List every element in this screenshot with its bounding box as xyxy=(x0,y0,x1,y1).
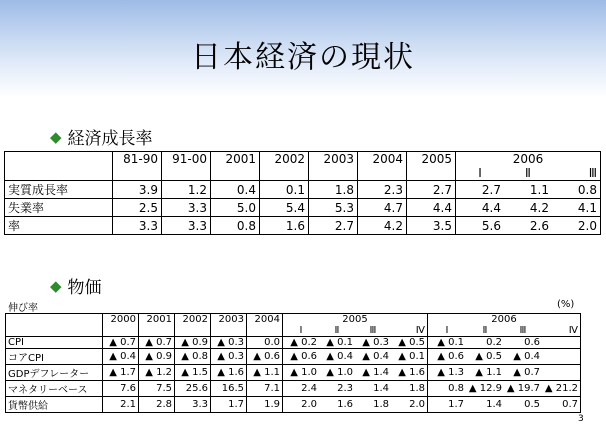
quarter-header: Ⅰ xyxy=(283,325,320,337)
table-cell: ▲ 0.4 xyxy=(103,349,139,365)
table-cell: ▲ 0.9 xyxy=(139,349,175,365)
table-cell: ▲ 0.6 xyxy=(247,349,283,365)
table-cell: ▲ 1.1 xyxy=(247,365,283,381)
table-cell: ▲ 0.1 xyxy=(428,337,467,349)
table-cell: 25.6 xyxy=(175,381,211,397)
diamond-bullet-icon: ◆ xyxy=(50,276,62,295)
table-cell: ▲ 0.7 xyxy=(139,337,175,349)
column-header: 2002 xyxy=(260,152,309,181)
column-header: 2004 xyxy=(358,152,407,181)
table-cell: 3.3 xyxy=(162,217,211,235)
table-cell: 7.6 xyxy=(103,381,139,397)
table-cell: 1.7 xyxy=(428,397,467,413)
unit-label: 伸び率 xyxy=(8,303,38,314)
table-cell: ▲ 1.2 xyxy=(139,365,175,381)
column-header-2005: 2005 xyxy=(283,314,428,326)
table-cell: ▲ 0.7 xyxy=(103,337,139,349)
table-cell: 4.2 xyxy=(504,199,552,217)
table-row xyxy=(6,337,581,349)
table-cell: ▲ 0.7 xyxy=(504,365,542,381)
column-header: 2003 xyxy=(211,314,247,337)
table-cell: 5.6 xyxy=(456,217,505,235)
column-header: 2002 xyxy=(175,314,211,337)
table-cell: ▲ 0.3 xyxy=(355,337,391,349)
table-cell: ▲ 1.5 xyxy=(175,365,211,381)
table-cell: ▲ 0.6 xyxy=(283,349,320,365)
table-cell: 7.5 xyxy=(139,381,175,397)
column-header-2006: 2006 xyxy=(456,152,601,167)
growth-table xyxy=(4,151,601,235)
quarter-header: Ⅰ xyxy=(428,325,467,337)
table-cell: ▲ 0.4 xyxy=(319,349,355,365)
table-header-row xyxy=(5,152,601,167)
table-corner xyxy=(5,152,113,181)
table-cell: ▲ 1.6 xyxy=(391,365,428,381)
table-corner xyxy=(6,314,103,337)
table-row xyxy=(6,349,581,365)
column-header: 2005 xyxy=(407,152,456,181)
table-cell: ▲ 1.0 xyxy=(319,365,355,381)
unit-percent: (%) xyxy=(557,299,575,310)
column-header: 2001 xyxy=(211,152,260,181)
quarter-header: Ⅱ xyxy=(466,325,504,337)
table-cell: 3.9 xyxy=(113,181,162,199)
table-cell: 0.8 xyxy=(428,381,467,397)
column-header: 2001 xyxy=(139,314,175,337)
table-cell: 1.8 xyxy=(309,181,358,199)
table-cell: 0.5 xyxy=(504,397,542,413)
table-cell: 1.6 xyxy=(260,217,309,235)
row-label: GDPデフレーター xyxy=(6,365,103,381)
row-label: マネタリーベース xyxy=(6,381,103,397)
quarter-header: Ⅱ xyxy=(319,325,355,337)
table-cell: 3.3 xyxy=(162,199,211,217)
table-cell: 5.4 xyxy=(260,199,309,217)
table-cell: 2.5 xyxy=(113,199,162,217)
table-row xyxy=(6,381,581,397)
table-cell: 1.8 xyxy=(355,397,391,413)
table-cell: ▲ 0.4 xyxy=(504,349,542,365)
table-cell: 1.4 xyxy=(466,397,504,413)
table-cell: 0.1 xyxy=(260,181,309,199)
table-cell: 5.0 xyxy=(211,199,260,217)
page-number: 3 xyxy=(578,414,584,424)
table-cell: 2.7 xyxy=(309,217,358,235)
table-cell: 3.3 xyxy=(175,397,211,413)
table-cell: 0.8 xyxy=(211,217,260,235)
quarter-header: Ⅲ xyxy=(552,166,601,181)
table-cell: ▲ 1.3 xyxy=(428,365,467,381)
table-cell: 2.0 xyxy=(283,397,320,413)
column-header: 81-90 xyxy=(113,152,162,181)
table-cell: ▲ 0.9 xyxy=(175,337,211,349)
quarter-header: Ⅰ xyxy=(456,166,505,181)
table-cell: 1.2 xyxy=(162,181,211,199)
slide-title: 日本経済の現状 xyxy=(191,40,415,75)
table-cell: 3.5 xyxy=(407,217,456,235)
table-row xyxy=(5,181,601,199)
row-label: 実質成長率 xyxy=(5,181,113,199)
section-heading-prices xyxy=(50,273,102,298)
column-header: 2003 xyxy=(309,152,358,181)
table-cell: ▲ 0.1 xyxy=(319,337,355,349)
table-cell: 4.4 xyxy=(407,199,456,217)
table-cell: 2.0 xyxy=(552,217,601,235)
table-cell: 2.7 xyxy=(407,181,456,199)
column-header-2006: 2006 xyxy=(428,314,581,326)
table-cell: 1.1 xyxy=(504,181,552,199)
row-label: コアCPI xyxy=(6,349,103,365)
table-cell: 4.4 xyxy=(456,199,505,217)
table-cell: 2.6 xyxy=(504,217,552,235)
row-label: CPI xyxy=(6,337,103,349)
table-cell: ▲ 1.7 xyxy=(103,365,139,381)
table-row xyxy=(6,365,581,381)
column-header: 2004 xyxy=(247,314,283,337)
table-cell: 0.6 xyxy=(504,337,542,349)
table-cell: 0.4 xyxy=(211,181,260,199)
diamond-bullet-icon: ◆ xyxy=(50,127,62,146)
table-cell: ▲ 0.8 xyxy=(175,349,211,365)
quarter-header: Ⅲ xyxy=(504,325,542,337)
table-cell: 3.3 xyxy=(113,217,162,235)
quarter-header: Ⅳ xyxy=(542,325,581,337)
table-cell: 16.5 xyxy=(211,381,247,397)
table-cell: 7.1 xyxy=(247,381,283,397)
section-heading-growth xyxy=(50,124,153,149)
table-cell: 2.0 xyxy=(391,397,428,413)
quarter-header: Ⅲ xyxy=(355,325,391,337)
table-cell: 2.7 xyxy=(456,181,505,199)
table-cell: ▲ 0.3 xyxy=(211,349,247,365)
section-heading-text: 経済成長率 xyxy=(67,129,153,149)
table-cell: 0.8 xyxy=(552,181,601,199)
table-cell: ▲ 1.1 xyxy=(466,365,504,381)
table-cell: 2.3 xyxy=(358,181,407,199)
table-cell: ▲ 1.4 xyxy=(355,365,391,381)
table-cell: ▲ 12.9 xyxy=(466,381,504,397)
table-cell: 1.9 xyxy=(247,397,283,413)
table-cell: ▲ 0.2 xyxy=(283,337,320,349)
table-cell: ▲ 0.5 xyxy=(466,349,504,365)
table-cell: ▲ 21.2 xyxy=(542,381,581,397)
table-cell: 2.1 xyxy=(103,397,139,413)
table-cell: ▲ 0.6 xyxy=(428,349,467,365)
table-cell: 5.3 xyxy=(309,199,358,217)
table-cell xyxy=(542,337,581,349)
price-table xyxy=(5,313,581,413)
table-cell: 0.2 xyxy=(466,337,504,349)
quarter-header: Ⅱ xyxy=(504,166,552,181)
table-cell: 2.8 xyxy=(139,397,175,413)
table-cell: 4.7 xyxy=(358,199,407,217)
table-cell: ▲ 0.5 xyxy=(391,337,428,349)
section-heading-text: 物価 xyxy=(67,278,102,298)
table-cell: ▲ 0.4 xyxy=(355,349,391,365)
table-header-row xyxy=(6,314,581,326)
table-cell: 1.8 xyxy=(391,381,428,397)
table-row xyxy=(5,199,601,217)
table-cell: 0.0 xyxy=(247,337,283,349)
table-cell: ▲ 0.1 xyxy=(391,349,428,365)
table-row xyxy=(5,217,601,235)
table-cell: ▲ 0.3 xyxy=(211,337,247,349)
column-header: 2000 xyxy=(103,314,139,337)
row-label: 失業率 xyxy=(5,199,113,217)
table-cell: 4.2 xyxy=(358,217,407,235)
price-table-body xyxy=(6,337,581,413)
row-label: 貨幣供給 xyxy=(6,397,103,413)
table-cell: 2.4 xyxy=(283,381,320,397)
table-cell: 1.4 xyxy=(355,381,391,397)
column-header: 91-00 xyxy=(162,152,211,181)
table-cell: 2.3 xyxy=(319,381,355,397)
table-cell: ▲ 19.7 xyxy=(504,381,542,397)
quarter-header: Ⅳ xyxy=(391,325,428,337)
table-cell: ▲ 1.6 xyxy=(211,365,247,381)
table-row xyxy=(6,397,581,413)
table-cell: 1.7 xyxy=(211,397,247,413)
table-cell: 4.1 xyxy=(552,199,601,217)
table-cell xyxy=(542,349,581,365)
table-cell xyxy=(542,365,581,381)
table-cell: ▲ 1.0 xyxy=(283,365,320,381)
table-cell: 0.7 xyxy=(542,397,581,413)
row-label: 率 xyxy=(5,217,113,235)
table-cell: 1.6 xyxy=(319,397,355,413)
